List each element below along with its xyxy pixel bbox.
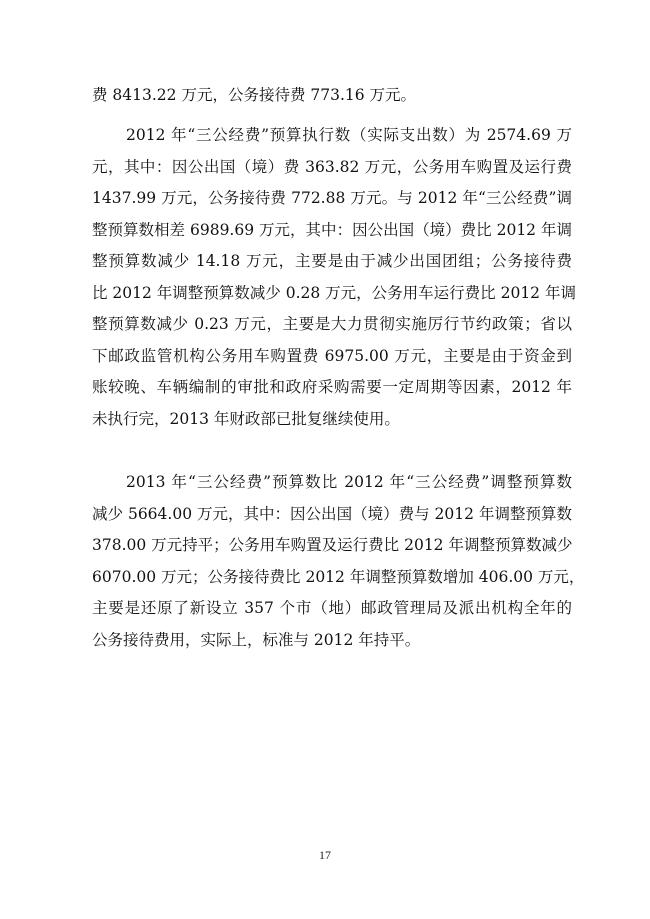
text-line: 元，其中：因公出国（境）费 363.82 万元，公务用车购置及运行费 bbox=[92, 157, 572, 176]
page-number: 17 bbox=[319, 848, 331, 862]
paragraph-continuation bbox=[92, 80, 572, 112]
paragraph-2012-execution bbox=[92, 120, 576, 435]
text-line: 378.00 万元持平；公务用车购置及运行费比 2012 年调整预算数减少 bbox=[92, 536, 573, 554]
text-line: 主要是还原了新设立 357 个市（地）邮政管理局及派出机构全年的 bbox=[92, 599, 572, 617]
text-line: 未执行完，2013 年财政部已批复继续使用。 bbox=[92, 409, 400, 428]
text-line: 下邮政监管机构公务用车购置费 6975.00 万元，主要是由于资金到 bbox=[92, 346, 572, 365]
text-line: 整预算数减少 0.23 万元，主要是大力贯彻实施厉行节约政策；省以 bbox=[92, 315, 572, 333]
text-line: 账较晚、车辆编制的审批和政府采购需要一定周期等因素，2012 年 bbox=[92, 378, 572, 396]
text-line: 整预算数相差 6989.69 万元，其中：因公出国（境）费比 2012 年调 bbox=[92, 220, 572, 239]
text-line: 6070.00 万元；公务接待费比 2012 年调整预算数增加 406.00 万元， bbox=[92, 567, 585, 586]
text-line: 公务接待费用，实际上，标准与 2012 年持平。 bbox=[92, 630, 421, 649]
text-line: 比 2012 年调整预算数减少 0.28 万元，公务用车运行费比 2012 年调 bbox=[92, 283, 576, 302]
text-line: 减少 5664.00 万元，其中：因公出国（境）费与 2012 年调整预算数 bbox=[92, 504, 572, 523]
text-line: 费 8413.22 万元，公务接待费 773.16 万元。 bbox=[92, 86, 417, 104]
text-line: 1437.99 万元，公务接待费 772.88 万元。与 2012 年“三公经费”调 bbox=[92, 189, 572, 207]
text-line: 2012 年“三公经费”预算执行数（实际支出数）为 2574.69 万 bbox=[126, 126, 572, 144]
text-line: 整预算数减少 14.18 万元，主要是由于减少出国团组；公务接待费 bbox=[92, 252, 572, 270]
paragraph-2013-budget bbox=[92, 467, 585, 656]
text-line: 2013 年“三公经费”预算数比 2012 年“三公经费”调整预算数 bbox=[126, 473, 572, 491]
